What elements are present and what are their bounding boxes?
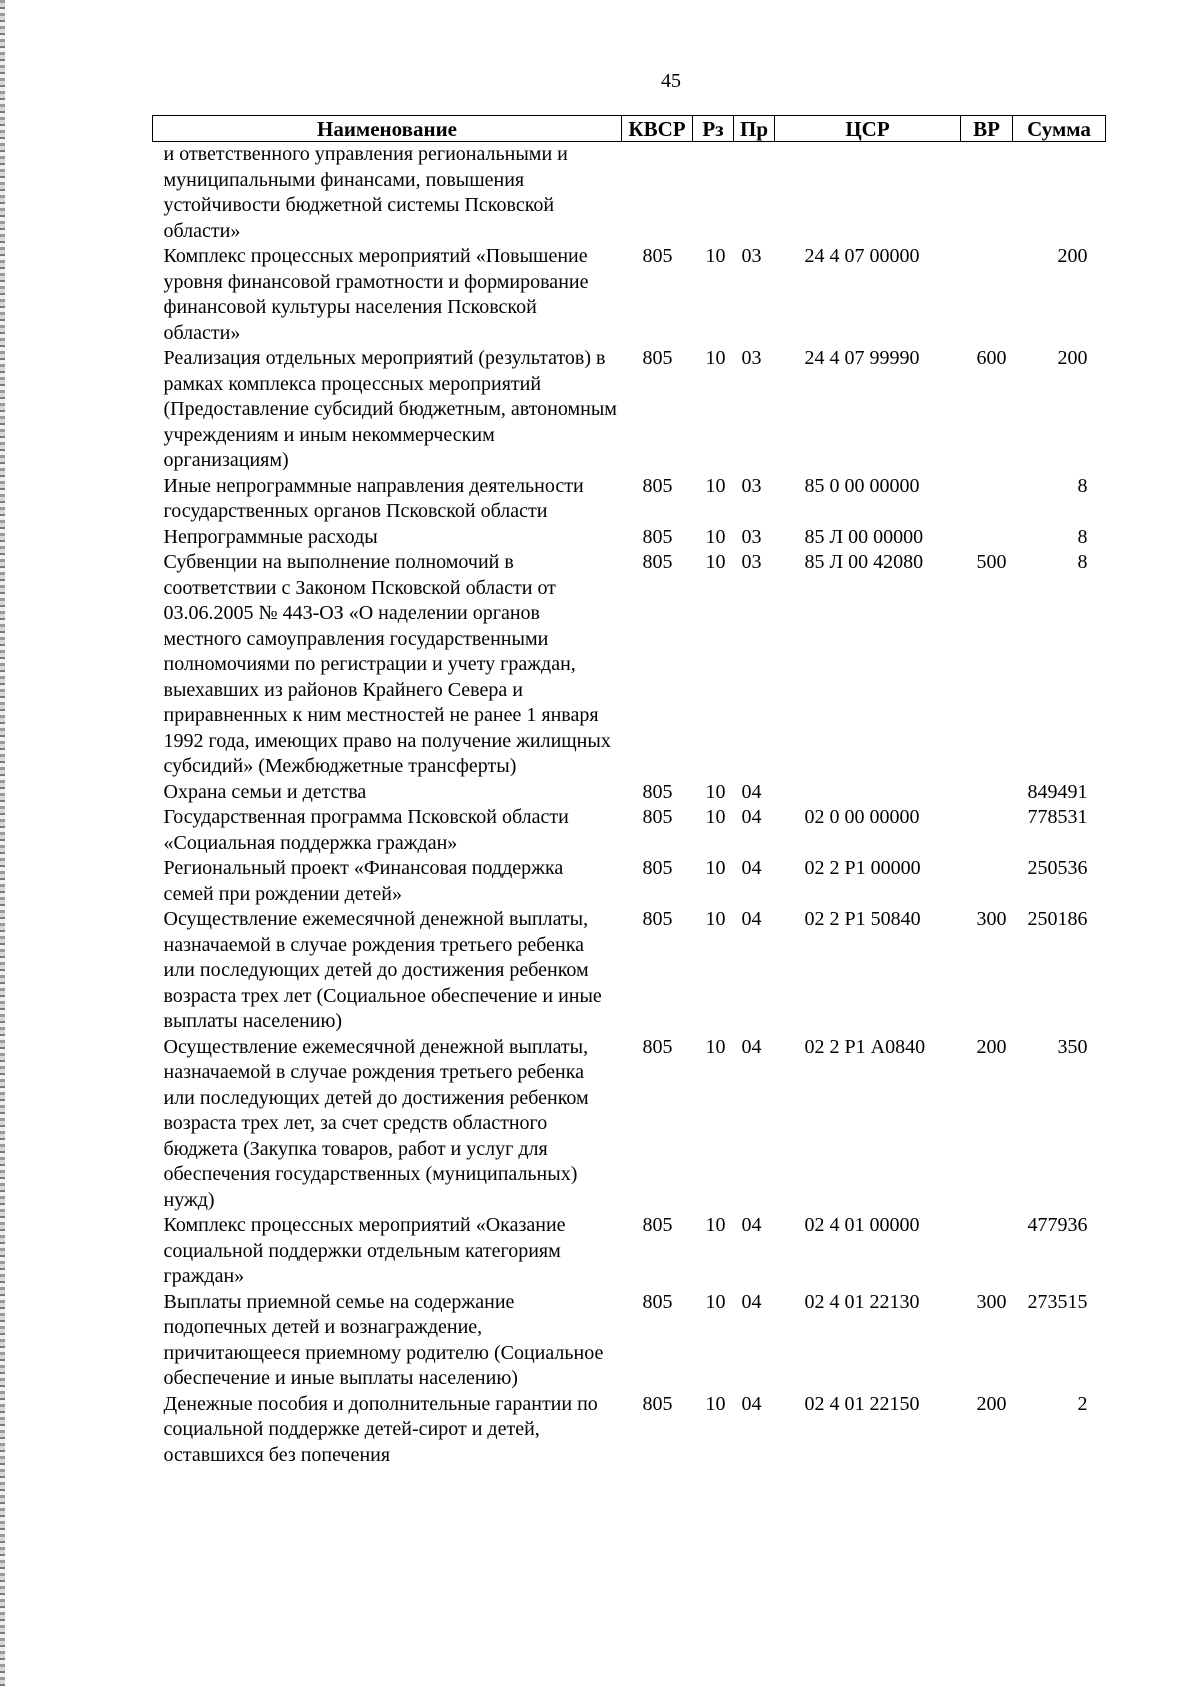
cell-rz: 10 (705, 551, 726, 573)
cell-sum: 2 (1077, 1392, 1088, 1415)
cell-rz: 10 (705, 474, 726, 497)
cell-kvsr: 805 (642, 347, 673, 369)
cell-kvsr: 805 (642, 1035, 673, 1058)
cell-vr: 600 (976, 347, 1007, 369)
cell-vr (961, 525, 1013, 551)
cell-kvsr: 805 (642, 245, 673, 267)
table-body (153, 142, 1106, 1469)
cell-kvsr: 805 (642, 908, 673, 930)
cell-kvsr: 805 (642, 474, 673, 497)
cell-csr: 02 4 01 22130 (804, 1290, 920, 1313)
cell-csr: 02 2 Р1 00000 (804, 857, 921, 879)
cell-pr: 03 (741, 245, 762, 267)
cell-name: Комплекс процессных мероприятий «Оказание социальной поддержки отдельным категориям граждан» (163, 1214, 566, 1287)
cell-sum: 273515 (1027, 1290, 1088, 1313)
table-header (153, 116, 1106, 142)
cell-csr (775, 780, 961, 806)
table-row (153, 346, 1106, 474)
cell-kvsr: 805 (642, 806, 673, 828)
cell-sum: 477936 (1027, 1214, 1088, 1236)
cell-pr: 04 (741, 1214, 762, 1236)
cell-kvsr: 805 (642, 780, 673, 803)
table-row (153, 1290, 1106, 1392)
cell-rz: 10 (705, 806, 726, 828)
cell-rz: 10 (705, 1035, 726, 1058)
header-rz: Рз (693, 116, 734, 142)
cell-csr: 24 4 07 00000 (804, 245, 920, 267)
table-row (153, 780, 1106, 806)
cell-vr (961, 474, 1013, 525)
cell-name: Охрана семьи и детства (163, 780, 367, 803)
cell-sum: 250186 (1027, 908, 1088, 930)
cell-kvsr: 805 (642, 1392, 673, 1415)
header-kvsr: КВСР (622, 116, 693, 142)
table-row (153, 1392, 1106, 1469)
table-row (153, 142, 1106, 245)
cell-csr: 02 4 01 00000 (804, 1214, 920, 1236)
cell-pr: 04 (741, 780, 762, 803)
cell-csr: 85 0 00 00000 (804, 474, 920, 497)
cell-sum: 350 (1057, 1035, 1088, 1058)
cell-name: Выплаты приемной семье на содержание подопечных детей и вознаграждение, причитающееся приемному родителю (Социальное обеспечение и иные выплаты населению) (163, 1290, 604, 1389)
cell-pr: 04 (741, 908, 762, 930)
cell-rz: 10 (705, 245, 726, 267)
cell-pr: 04 (741, 1290, 762, 1313)
page-number: 45 (661, 70, 681, 92)
cell-rz: 10 (705, 857, 726, 879)
cell-pr: 04 (741, 806, 762, 828)
cell-pr: 04 (741, 1035, 762, 1058)
table-row (153, 474, 1106, 525)
cell-sum: 8 (1077, 525, 1088, 548)
cell-vr (961, 1213, 1013, 1290)
budget-table-container (152, 115, 1105, 1468)
cell-csr: 85 Л 00 42080 (804, 551, 924, 573)
header-vr: ВР (961, 116, 1013, 142)
table-row (153, 550, 1106, 780)
cell-pr: 03 (741, 474, 762, 497)
cell-sum: 250536 (1027, 857, 1088, 879)
table-row (153, 856, 1106, 907)
cell-name: и ответственного управления региональными и муниципальными финансами, повышения устойчивости бюджетной системы Псковской области» (163, 143, 568, 242)
cell-csr: 02 2 Р1 А0840 (804, 1035, 926, 1058)
cell-rz: 10 (705, 1214, 726, 1236)
table-row (153, 244, 1106, 346)
cell-name: Непрограммные расходы (163, 525, 378, 548)
cell-vr (961, 142, 1013, 245)
cell-sum: 849491 (1027, 780, 1088, 803)
cell-name: Субвенции на выполнение полномочий в соответствии с Законом Псковской области от 03.06.2005 № 443-ОЗ «О наделении органов местного самоуправления государственными полномочиями по регистрации и учету граждан, выехавших из районов Крайнего Севера и приравненных к ним местностей не ранее 1 января 1992 года, имеющих право на получение жилищных субсидий» (Межбюджетные трансферты) (163, 551, 611, 777)
cell-csr: 02 2 Р1 50840 (804, 908, 921, 930)
header-sum: Сумма (1013, 116, 1106, 142)
scan-edge (0, 0, 5, 1686)
cell-vr (961, 780, 1013, 806)
cell-csr: 24 4 07 99990 (804, 347, 920, 369)
cell-vr: 300 (976, 1290, 1007, 1313)
table-row (153, 1213, 1106, 1290)
cell-name: Иные непрограммные направления деятельности государственных органов Псковской области (163, 474, 584, 522)
cell-rz: 10 (705, 525, 726, 548)
cell-kvsr: 805 (642, 1214, 673, 1236)
cell-kvsr: 805 (642, 857, 673, 879)
table-row (153, 907, 1106, 1035)
cell-name: Государственная программа Псковской области «Социальная поддержка граждан» (163, 806, 569, 854)
cell-vr (961, 805, 1013, 856)
cell-sum: 8 (1077, 474, 1088, 497)
cell-rz: 10 (705, 1290, 726, 1313)
cell-csr (775, 142, 961, 245)
header-pr: Пр (734, 116, 775, 142)
cell-vr: 200 (976, 1392, 1007, 1415)
cell-sum: 200 (1057, 347, 1088, 369)
cell-vr: 300 (976, 908, 1007, 930)
cell-vr (961, 244, 1013, 346)
cell-rz: 10 (705, 908, 726, 930)
cell-csr: 85 Л 00 00000 (804, 525, 924, 548)
cell-rz (693, 142, 734, 245)
cell-name: Осуществление ежемесячной денежной выплаты, назначаемой в случае рождения третьего ребенка или последующих детей до достижения ребенком возраста трех лет (Социальное обеспечение и иные выплаты населению) (163, 908, 602, 1032)
header-csr: ЦСР (775, 116, 961, 142)
cell-kvsr: 805 (642, 551, 673, 573)
table-row (153, 525, 1106, 551)
cell-rz: 10 (705, 780, 726, 803)
cell-csr: 02 0 00 00000 (804, 806, 920, 828)
cell-vr (961, 856, 1013, 907)
cell-vr: 500 (976, 551, 1007, 573)
cell-name: Реализация отдельных мероприятий (результатов) в рамках комплекса процессных мероприятий (Предоставление субсидий бюджетным, автономным учреждениям и иным некоммерческим организациям) (163, 347, 617, 471)
cell-pr (734, 142, 775, 245)
cell-kvsr: 805 (642, 1290, 673, 1313)
cell-pr: 03 (741, 525, 762, 548)
cell-csr: 02 4 01 22150 (804, 1392, 920, 1415)
cell-kvsr: 805 (642, 525, 673, 548)
cell-rz: 10 (705, 1392, 726, 1415)
table-row (153, 1035, 1106, 1214)
cell-pr: 04 (741, 1392, 762, 1415)
cell-kvsr (622, 142, 693, 245)
cell-name: Комплекс процессных мероприятий «Повышение уровня финансовой грамотности и формирование финансовой культуры населения Псковской области» (163, 245, 589, 344)
cell-sum: 778531 (1027, 806, 1088, 828)
cell-rz: 10 (705, 347, 726, 369)
cell-pr: 03 (741, 551, 762, 573)
cell-sum: 200 (1057, 245, 1088, 267)
budget-table (152, 115, 1106, 1468)
cell-name: Денежные пособия и дополнительные гарантии по социальной поддержке детей-сирот и детей, оставшихся без попечения (163, 1392, 598, 1466)
cell-pr: 03 (741, 347, 762, 369)
cell-vr: 200 (976, 1035, 1007, 1058)
table-row (153, 805, 1106, 856)
cell-sum: 8 (1077, 551, 1088, 573)
header-name: Наименование (153, 116, 622, 142)
cell-name: Осуществление ежемесячной денежной выплаты, назначаемой в случае рождения третьего ребенка или последующих детей до достижения ребенком возраста трех лет, за счет средств областного бюджета (Закупка товаров, работ и услуг для обеспечения государственных (муниципальных) нужд) (163, 1035, 589, 1211)
cell-pr: 04 (741, 857, 762, 879)
cell-sum (1013, 142, 1106, 245)
cell-name: Региональный проект «Финансовая поддержка семей при рождении детей» (163, 857, 564, 905)
